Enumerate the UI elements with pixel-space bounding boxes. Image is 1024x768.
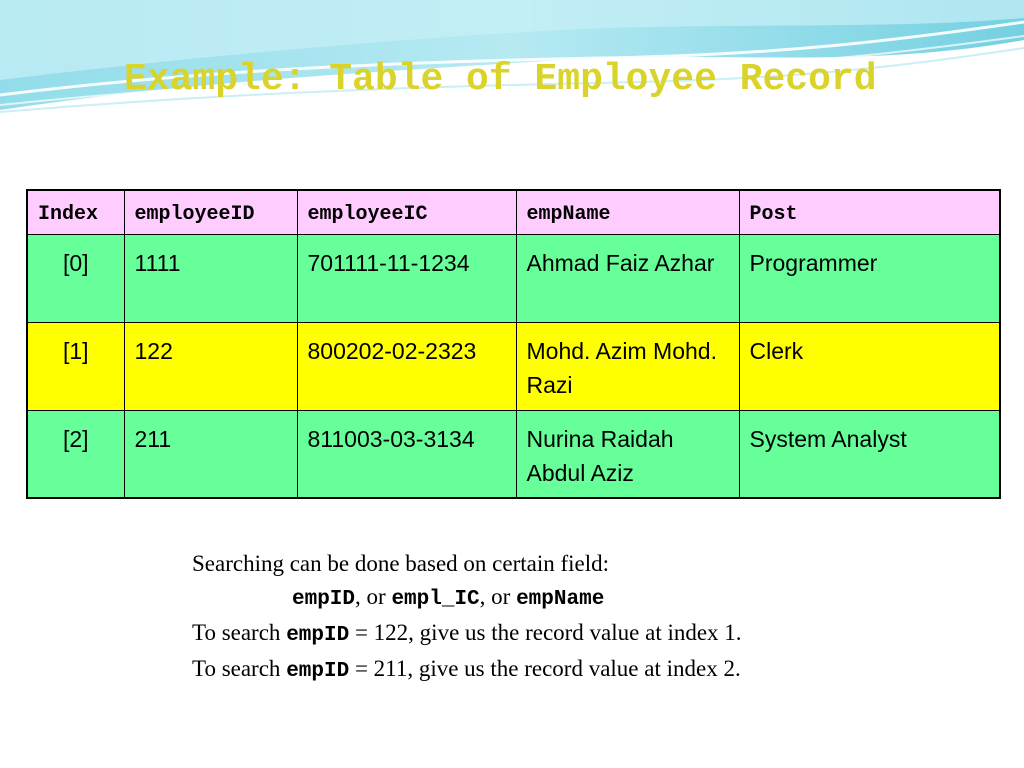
field-name-empid: empID (286, 660, 350, 683)
field-name-empid: empID (286, 624, 350, 647)
note-prefix: To search (192, 656, 287, 681)
cell-employeeic: 800202-02-2323 (297, 322, 516, 410)
column-header-empname: empName (516, 190, 739, 234)
note-prefix: To search (192, 620, 287, 645)
separator-text: , or (355, 584, 392, 609)
note-line-search-211 (192, 652, 972, 688)
note-line-search-122 (192, 616, 972, 652)
table-row (27, 322, 1000, 410)
table-header-row (27, 190, 1000, 234)
cell-empname: Nurina Raidah Abdul Aziz (516, 410, 739, 498)
cell-index: [0] (27, 234, 124, 322)
field-name-empname: empName (516, 588, 605, 611)
cell-empname: Mohd. Azim Mohd. Razi (516, 322, 739, 410)
cell-index: [1] (27, 322, 124, 410)
note-suffix: = 211, give us the record value at index 2. (349, 656, 741, 681)
cell-employeeic: 811003-03-3134 (297, 410, 516, 498)
slide-title: Example: Table of Employee Record (124, 58, 877, 101)
column-header-post: Post (739, 190, 1000, 234)
cell-post: Programmer (739, 234, 1000, 322)
column-header-index: Index (27, 190, 124, 234)
cell-index: [2] (27, 410, 124, 498)
cell-employeeid: 1111 (124, 234, 297, 322)
cell-employeeid: 211 (124, 410, 297, 498)
note-line-intro: Searching can be done based on certain field: (192, 551, 610, 576)
separator-text: , or (479, 584, 517, 609)
cell-employeeic: 701111-11-1234 (297, 234, 516, 322)
cell-post: Clerk (739, 322, 1000, 410)
table-row (27, 234, 1000, 322)
note-line-fields (192, 580, 972, 616)
search-explanation (192, 547, 972, 688)
field-name-empl-ic: empl_IC (391, 588, 480, 611)
cell-post: System Analyst (739, 410, 1000, 498)
cell-empname: Ahmad Faiz Azhar (516, 234, 739, 322)
field-name-empid: empID (292, 588, 356, 611)
cell-employeeid: 122 (124, 322, 297, 410)
employee-record-table (26, 189, 1001, 499)
note-suffix: = 122, give us the record value at index 1. (349, 620, 742, 645)
table-row (27, 410, 1000, 498)
column-header-employeeic: employeeIC (297, 190, 516, 234)
column-header-employeeid: employeeID (124, 190, 297, 234)
